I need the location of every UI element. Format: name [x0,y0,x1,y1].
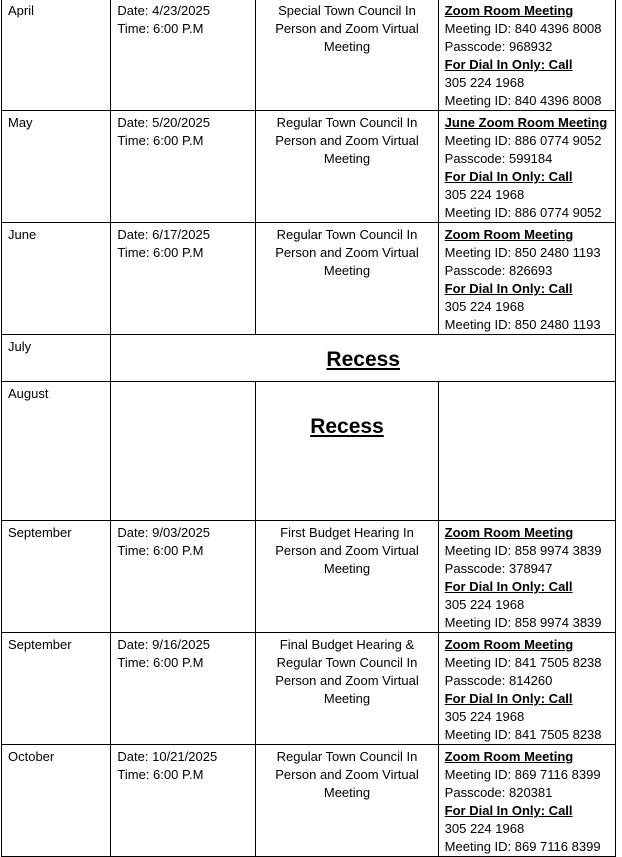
table-row [2,111,616,223]
meeting-time: Time: 6:00 P.M [117,133,204,148]
dial-in-heading: For Dial In Only: Call [444,169,573,184]
zoom-info-cell [438,223,615,335]
month-cell [2,382,111,521]
zoom-heading: Zoom Room Meeting [444,3,574,18]
dial-in-heading: For Dial In Only: Call [444,691,573,706]
dial-in-meeting-id: Meeting ID: 840 4396 8008 [444,93,602,108]
zoom-heading: Zoom Room Meeting [444,637,574,652]
meeting-date: Date: 9/16/2025 [117,637,210,652]
meeting-time: Time: 6:00 P.M [117,767,204,782]
zoom-info-cell [438,521,615,633]
zoom-passcode: Passcode: 968932 [444,39,553,54]
meeting-date: Date: 6/17/2025 [117,227,210,242]
meeting-type: First Budget Hearing In Person and Zoom Virtual Meeting [256,521,438,633]
recess-label: Recess [111,335,616,382]
date-cell [111,223,256,335]
dial-in-heading: For Dial In Only: Call [444,579,573,594]
month-cell [2,0,111,111]
recess-label: Recess [256,382,438,521]
month-label: September [8,637,72,652]
dial-in-phone: 305 224 1968 [444,75,525,90]
date-cell [111,745,256,857]
table-row [2,382,616,521]
dial-in-heading: For Dial In Only: Call [444,281,573,296]
month-label: April [8,3,35,18]
zoom-heading: Zoom Room Meeting [444,525,574,540]
zoom-passcode: Passcode: 814260 [444,673,553,688]
month-cell [2,335,111,382]
zoom-heading: Zoom Room Meeting [444,749,574,764]
dial-in-phone: 305 224 1968 [444,821,525,836]
month-cell [2,223,111,335]
meeting-date: Date: 9/03/2025 [117,525,210,540]
table-row [2,521,616,633]
date-cell [111,521,256,633]
table-row [2,745,616,857]
month-cell [2,745,111,857]
meeting-date: Date: 5/20/2025 [117,115,210,130]
date-cell [111,111,256,223]
meeting-time: Time: 6:00 P.M [117,245,204,260]
dial-in-phone: 305 224 1968 [444,187,525,202]
month-cell [2,111,111,223]
dial-in-meeting-id: Meeting ID: 869 7116 8399 [444,839,601,854]
month-label: June [8,227,37,242]
empty-cell [111,382,256,521]
meeting-type: Special Town Council In Person and Zoom Virtual Meeting [256,0,438,111]
meeting-time: Time: 6:00 P.M [117,655,204,670]
meeting-type: Regular Town Council In Person and Zoom Virtual Meeting [256,111,438,223]
dial-in-phone: 305 224 1968 [444,597,525,612]
zoom-info-cell [438,633,615,745]
zoom-meeting-id: Meeting ID: 858 9974 3839 [444,543,602,558]
zoom-info-cell [438,111,615,223]
table-row [2,0,616,111]
month-cell [2,521,111,633]
table-row [2,633,616,745]
month-label: October [8,749,55,764]
dial-in-heading: For Dial In Only: Call [444,803,573,818]
month-cell [2,633,111,745]
meeting-type: Regular Town Council In Person and Zoom Virtual Meeting [256,745,438,857]
dial-in-phone: 305 224 1968 [444,709,525,724]
zoom-meeting-id: Meeting ID: 841 7505 8238 [444,655,602,670]
zoom-meeting-id: Meeting ID: 840 4396 8008 [444,21,602,36]
dial-in-meeting-id: Meeting ID: 858 9974 3839 [444,615,602,630]
meeting-time: Time: 6:00 P.M [117,21,204,36]
date-cell [111,633,256,745]
month-label: August [8,386,49,401]
zoom-meeting-id: Meeting ID: 869 7116 8399 [444,767,601,782]
dial-in-meeting-id: Meeting ID: 886 0774 9052 [444,205,602,220]
month-label: July [8,339,32,354]
meeting-schedule-table [1,0,616,857]
zoom-passcode: Passcode: 820381 [444,785,553,800]
dial-in-meeting-id: Meeting ID: 850 2480 1193 [444,317,601,332]
dial-in-heading: For Dial In Only: Call [444,57,573,72]
zoom-passcode: Passcode: 378947 [444,561,553,576]
meeting-date: Date: 4/23/2025 [117,3,210,18]
zoom-info-cell [438,745,615,857]
meeting-type: Final Budget Hearing & Regular Town Council In Person and Zoom Virtual Meeting [256,633,438,745]
dial-in-phone: 305 224 1968 [444,299,525,314]
zoom-meeting-id: Meeting ID: 850 2480 1193 [444,245,601,260]
month-label: September [8,525,72,540]
month-label: May [8,115,33,130]
zoom-meeting-id: Meeting ID: 886 0774 9052 [444,133,602,148]
zoom-heading: June Zoom Room Meeting [444,115,608,130]
dial-in-meeting-id: Meeting ID: 841 7505 8238 [444,727,602,742]
zoom-info-cell [438,0,615,111]
meeting-date: Date: 10/21/2025 [117,749,218,764]
empty-cell [438,382,615,521]
meeting-time: Time: 6:00 P.M [117,543,204,558]
table-row [2,223,616,335]
date-cell [111,0,256,111]
zoom-heading: Zoom Room Meeting [444,227,574,242]
table-row [2,335,616,382]
meeting-type: Regular Town Council In Person and Zoom Virtual Meeting [256,223,438,335]
zoom-passcode: Passcode: 599184 [444,151,553,166]
zoom-passcode: Passcode: 826693 [444,263,553,278]
